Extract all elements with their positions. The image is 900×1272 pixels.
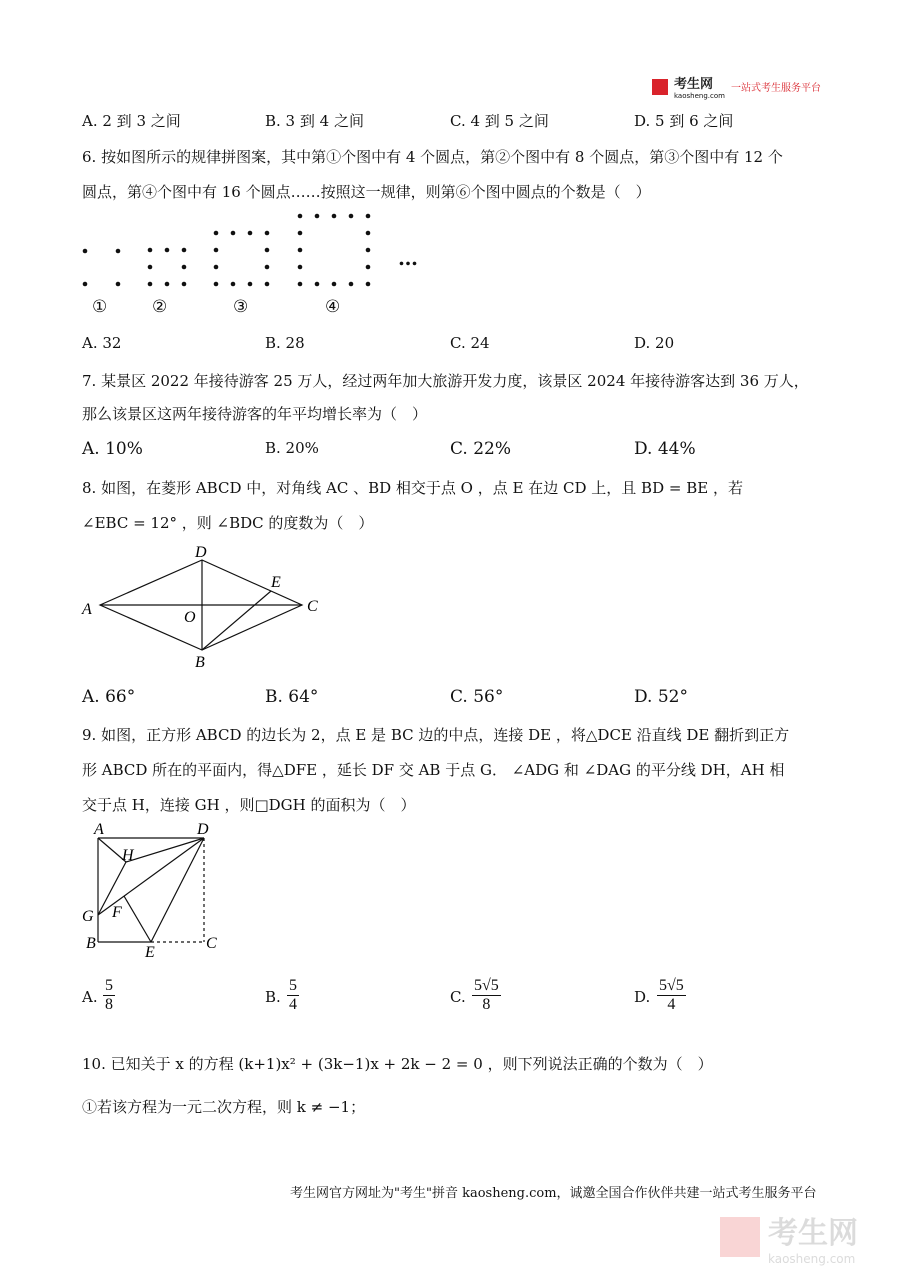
figure-label: ③ [233, 297, 249, 317]
dot [116, 249, 121, 254]
q8-option-b: B. 64° [265, 687, 319, 707]
dot [366, 231, 371, 236]
dot [83, 249, 88, 254]
q10-text: 10. 已知关于 x 的方程 (k+1)x² + (3k−1)x + 2k − 2 = 0 ，则下列说法正确的个数为（ ） [82, 1055, 713, 1073]
denominator: 4 [289, 996, 297, 1013]
figure-label: ① [92, 297, 108, 317]
dot [231, 231, 236, 236]
logo-icon [652, 79, 668, 95]
q9-text: 交于点 H，连接 GH ，则□DGH 的面积为（ ） [82, 796, 416, 814]
numerator: 5 [105, 977, 113, 994]
denominator: 8 [105, 996, 113, 1013]
q6-option-a: A. 32 [82, 334, 122, 352]
dot [332, 214, 337, 219]
label-a: A [82, 601, 92, 618]
denominator: 8 [482, 996, 491, 1013]
dot [182, 282, 187, 287]
dot [265, 248, 270, 253]
dot [231, 282, 236, 287]
header-logo [652, 73, 821, 100]
q7-option-b: B. 20% [265, 439, 319, 457]
ellipsis: … [398, 246, 418, 270]
q8-text: ∠EBC = 12° ，则 ∠BDC 的度数为（ ） [82, 514, 374, 532]
q5-option-d: D. 5 到 6 之间 [634, 112, 734, 130]
dot [148, 265, 153, 270]
q9-option-b: B. [265, 988, 281, 1006]
dot [182, 265, 187, 270]
figure-label: ④ [325, 297, 341, 317]
q6-option-c: C. 24 [450, 334, 490, 352]
dot [315, 282, 320, 287]
watermark-logo-icon [720, 1217, 760, 1257]
dot [214, 231, 219, 236]
dot [148, 248, 153, 253]
dot [332, 282, 337, 287]
fraction [287, 977, 299, 1014]
q5-option-c: C. 4 到 5 之间 [450, 112, 549, 130]
logo-name: 考生网 [674, 77, 714, 92]
dot [214, 248, 219, 253]
dot [366, 265, 371, 270]
dot [165, 248, 170, 253]
dot [366, 282, 371, 287]
dot [349, 214, 354, 219]
dot [349, 282, 354, 287]
label-b: B [195, 654, 205, 671]
watermark-url: kaosheng.com [768, 1252, 856, 1266]
q6-option-b: B. 28 [265, 334, 305, 352]
dot [265, 282, 270, 287]
label-e: E [271, 574, 281, 591]
label-c: C [206, 935, 217, 952]
q7-option-c: C. 22% [450, 439, 511, 459]
q8-option-c: C. 56° [450, 687, 504, 707]
dot [366, 248, 371, 253]
fraction [657, 977, 686, 1014]
q6-option-d: D. 20 [634, 334, 675, 352]
q9-option-c: C. [450, 988, 466, 1006]
q7-text: 7. 某景区 2022 年接待游客 25 万人，经过两年加大旅游开发力度，该景区 2024 年接待游客达到 36 万人， [82, 372, 809, 390]
q8-option-a: A. 66° [82, 687, 136, 707]
q6-text: 圆点，第④个图中有 16 个圆点……按照这一规律，则第⑥个图中圆点的个数是（ ） [82, 183, 651, 201]
dot [116, 282, 121, 287]
q9-option-a: A. [82, 988, 98, 1006]
watermark-name: 考生网 [768, 1216, 858, 1251]
q5-option-a: A. 2 到 3 之间 [82, 112, 181, 130]
footer-text: 考生网官方网址为"考生"拼音 kaosheng.com，诚邀全国合作伙伴共建一站式考生服务平台 [290, 1186, 817, 1201]
dot [165, 282, 170, 287]
dot [83, 282, 88, 287]
dot [265, 231, 270, 236]
label-c: C [307, 598, 318, 615]
label-g: G [82, 908, 94, 925]
q7-option-d: D. 44% [634, 439, 696, 459]
dot [298, 265, 303, 270]
q6-dot-figures [0, 0, 900, 1]
dot [298, 214, 303, 219]
dot [214, 282, 219, 287]
label-a: A [94, 821, 104, 838]
label-b: B [86, 935, 96, 952]
dot [182, 248, 187, 253]
dot [248, 282, 253, 287]
dot [315, 214, 320, 219]
q9-text: 形 ABCD 所在的平面内，得△DFE ，延长 DF 交 AB 于点 G． ∠ADG 和 ∠DAG 的平分线 DH，AH 相 [82, 761, 785, 779]
q7-text: 那么该景区这两年接待游客的年平均增长率为（ ） [82, 405, 428, 423]
numerator: 5 [289, 977, 297, 994]
logo-slogan: 一站式考生服务平台 [730, 83, 821, 94]
q7-option-a: A. 10% [82, 439, 143, 459]
dot [298, 231, 303, 236]
label-d: D [197, 821, 209, 838]
q6-text: 6. 按如图所示的规律拼图案，其中第①个图中有 4 个圆点，第②个图中有 8 个圆点，第③个图中有 12 个 [82, 148, 783, 166]
label-e: E [145, 944, 155, 961]
label-f: F [112, 904, 122, 921]
dot [366, 214, 371, 219]
dot [298, 248, 303, 253]
q8-option-d: D. 52° [634, 687, 688, 707]
q10-item: ①若该方程为一元二次方程，则 k ≠ −1； [82, 1098, 366, 1116]
q8-text: 8. 如图，在菱形 ABCD 中，对角线 AC 、BD 相交于点 O ，点 E 在边 CD 上，且 BD = BE ，若 [82, 479, 743, 497]
figure-label: ② [152, 297, 168, 317]
numerator: 5√5 [474, 977, 499, 994]
q5-option-b: B. 3 到 4 之间 [265, 112, 364, 130]
dot [148, 282, 153, 287]
fraction [103, 977, 115, 1014]
fraction [472, 977, 501, 1014]
dot [248, 231, 253, 236]
dot [298, 282, 303, 287]
q9-option-d: D. [634, 988, 651, 1006]
dot [214, 265, 219, 270]
denominator: 4 [667, 996, 676, 1013]
numerator: 5√5 [659, 977, 684, 994]
label-o: O [184, 609, 196, 626]
label-h: H [122, 847, 134, 864]
logo-domain: kaosheng.com [674, 92, 725, 100]
dot [265, 265, 270, 270]
label-d: D [195, 544, 207, 561]
watermark [720, 1208, 858, 1266]
q9-text: 9. 如图，正方形 ABCD 的边长为 2，点 E 是 BC 边的中点，连接 DE ，将△DCE 沿直线 DE 翻折到正方 [82, 726, 790, 744]
